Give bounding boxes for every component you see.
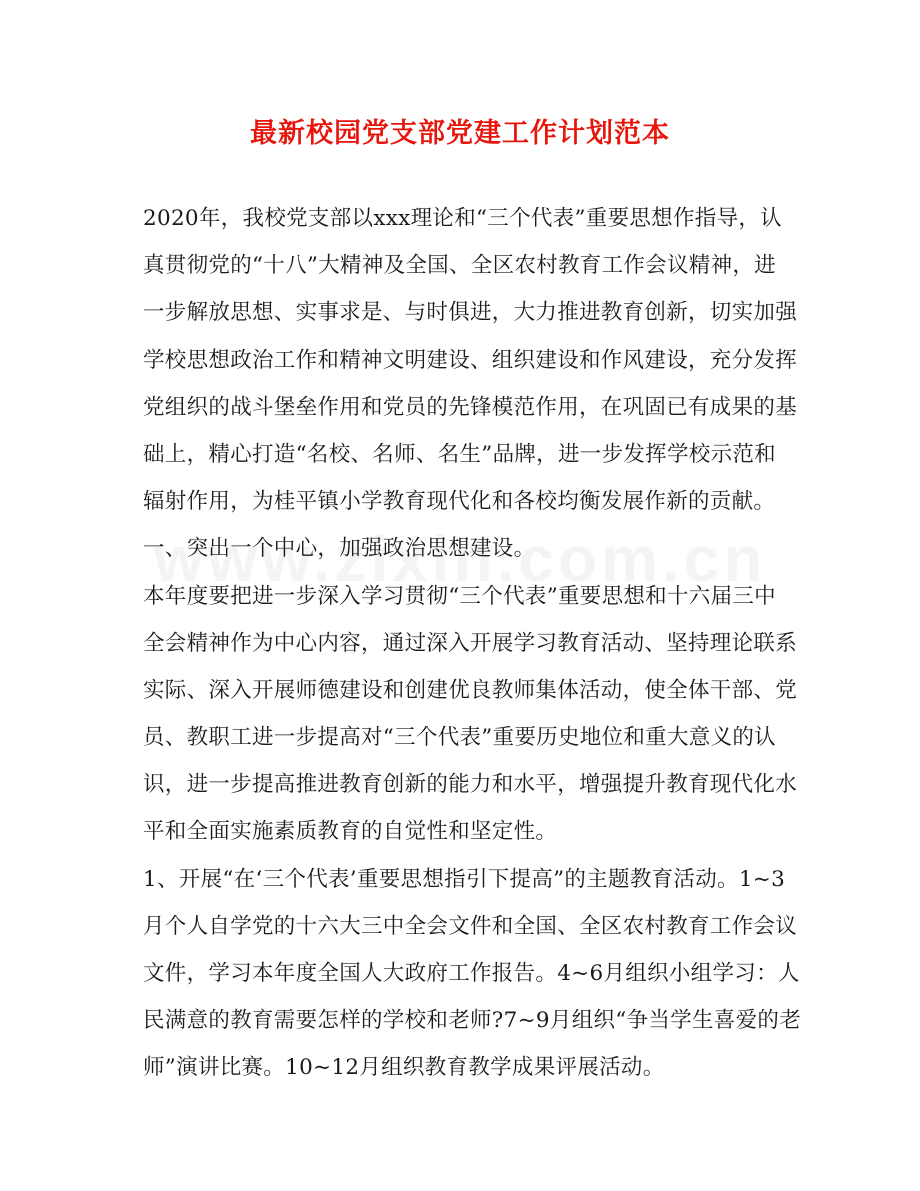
section-heading: 一、突出一个中心，加强政治思想建设。	[143, 536, 536, 562]
body-line: 文件，学习本年度全国人大政府工作报告。4~6月组织小组学习：人	[143, 961, 800, 986]
document-title: 最新校园党支部党建工作计划范本	[250, 118, 670, 149]
body-line: 本年度要把进一步深入学习贯彻“三个代表”重要思想和十六届三中	[143, 583, 776, 609]
body-line: 实际、深入开展师德建设和创建优良教师集体活动，使全体干部、党	[143, 677, 798, 703]
body-line: 1、开展“在‘三个代表’重要思想指引下提高”的主题教育活动。1~3	[143, 866, 786, 892]
body-line: 师”演讲比赛。10~12月组织教育教学成果评展活动。	[143, 1055, 665, 1081]
body-line: 党组织的战斗堡垒作用和党员的先锋模范作用，在巩固已有成果的基	[143, 394, 798, 420]
body-line: 一步解放思想、实事求是、与时俱进，大力推进教育创新，切实加强	[143, 300, 798, 326]
body-line: 辐射作用，为桂平镇小学教育现代化和各校均衡发展作新的贡献。	[143, 489, 776, 515]
document-body	[143, 195, 801, 1092]
body-line: 学校思想政治工作和精神文明建设、组织建设和作风建设，充分发挥	[143, 347, 798, 373]
body-line: 真贯彻党的“十八”大精神及全国、全区农村教育工作会议精神，进	[143, 253, 776, 279]
body-line: 员、教职工进一步提高对“三个代表”重要历史地位和重大意义的认	[143, 725, 776, 751]
body-line: 识，进一步提高推进教育创新的能力和水平，增强提升教育现代化水	[143, 772, 798, 798]
body-line: 月个人自学党的十六大三中全会文件和全国、全区农村教育工作会议	[143, 913, 798, 939]
body-line: 民满意的教育需要怎样的学校和老师?7~9月组织“争当学生喜爱的老	[143, 1008, 801, 1034]
body-line: 2020年，我校党支部以xxx理论和“三个代表”重要思想作指导，认	[143, 206, 782, 231]
body-line: 平和全面实施素质教育的自觉性和坚定性。	[143, 819, 558, 845]
body-line: 础上，精心打造“名校、名师、名生”品牌，进一步发挥学校示范和	[143, 441, 776, 467]
body-line: 全会精神作为中心内容，通过深入开展学习教育活动、坚持理论联系	[143, 630, 798, 656]
